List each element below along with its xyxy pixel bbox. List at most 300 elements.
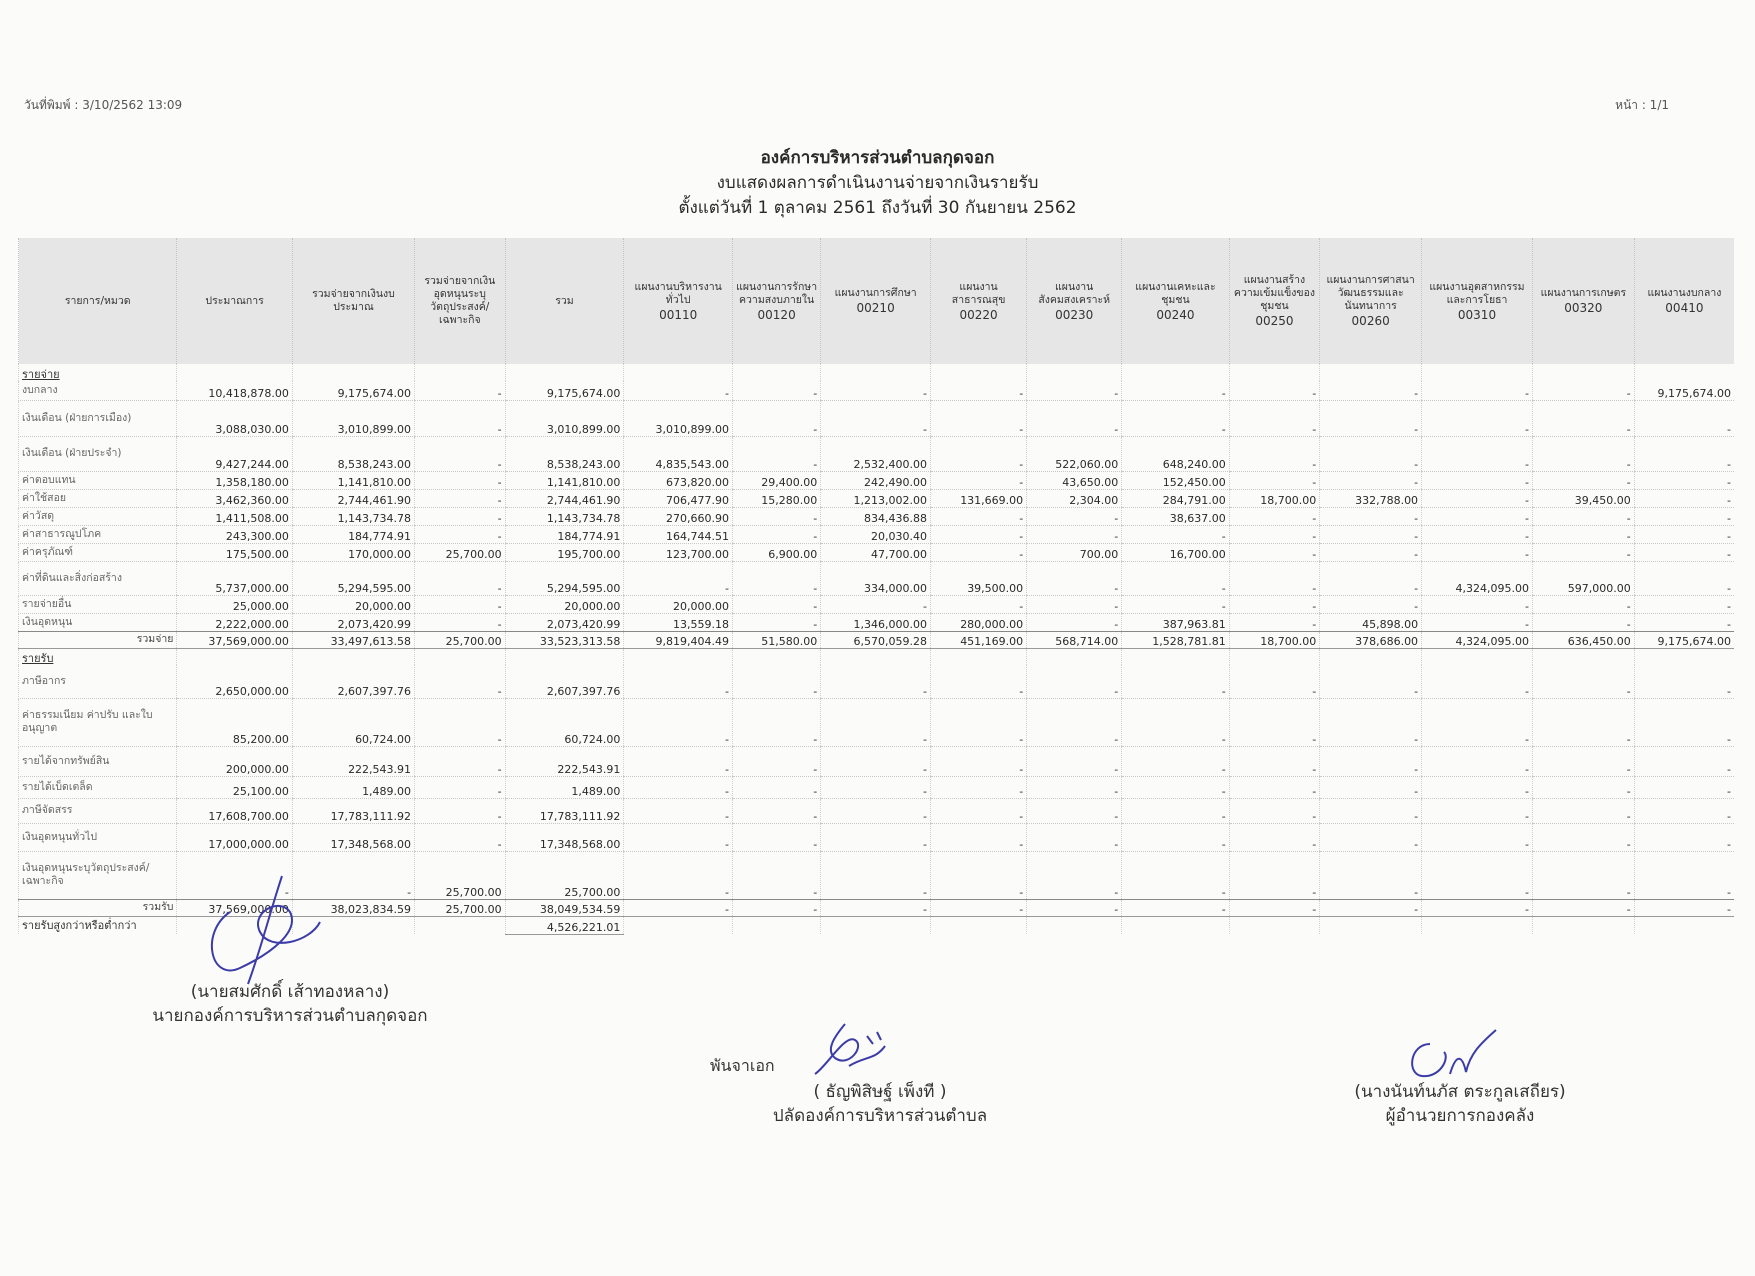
total-value-cell: 9,175,674.00 <box>1634 631 1734 648</box>
column-header-label: แผนงานบริหารงานทั่วไป <box>634 280 722 306</box>
total-value-cell: - <box>733 899 821 916</box>
value-cell: - <box>415 776 506 798</box>
value-cell: - <box>1532 436 1634 471</box>
row-label: ภาษีจัดสรร <box>19 798 177 823</box>
value-cell: - <box>1027 561 1122 595</box>
table-row <box>19 381 1735 400</box>
value-cell: - <box>1634 776 1734 798</box>
value-cell: - <box>1634 798 1734 823</box>
value-cell: 1,358,180.00 <box>177 471 292 489</box>
value-cell: - <box>931 698 1027 746</box>
empty-cell <box>624 648 733 665</box>
signatory-name: ( ธัญพิสิษฐ์ เพ็งที ) <box>813 1082 947 1102</box>
value-cell: 20,000.00 <box>505 595 624 613</box>
value-cell: - <box>1122 525 1230 543</box>
row-label: ค่าที่ดินและสิ่งก่อสร้าง <box>19 561 177 595</box>
value-cell: 3,088,030.00 <box>177 400 292 436</box>
value-cell: 5,294,595.00 <box>505 561 624 595</box>
value-cell: - <box>733 595 821 613</box>
value-cell: - <box>1422 851 1533 899</box>
empty-cell <box>733 364 821 381</box>
value-cell: - <box>1027 595 1122 613</box>
value-cell: 17,348,568.00 <box>292 823 414 851</box>
value-cell: - <box>624 776 733 798</box>
value-cell: - <box>733 746 821 776</box>
value-cell: - <box>733 507 821 525</box>
column-header-code: 00120 <box>757 307 796 322</box>
value-cell: - <box>1634 665 1734 698</box>
value-cell: 175,500.00 <box>177 543 292 561</box>
empty-cell <box>505 364 624 381</box>
value-cell: - <box>1122 665 1230 698</box>
value-cell: 673,820.00 <box>624 471 733 489</box>
table-row <box>19 746 1735 776</box>
column-header <box>1532 238 1634 364</box>
value-cell: - <box>1634 613 1734 631</box>
value-cell: - <box>733 851 821 899</box>
value-cell: - <box>1229 698 1320 746</box>
row-label: ค่าตอบแทน <box>19 471 177 489</box>
value-cell: - <box>821 381 931 400</box>
value-cell: 85,200.00 <box>177 698 292 746</box>
value-cell: - <box>1122 776 1230 798</box>
empty-cell <box>1320 364 1422 381</box>
expense-section-row <box>19 364 1735 381</box>
total-value-cell: - <box>1027 899 1122 916</box>
total-value-cell: 37,569,000.00 <box>177 631 292 648</box>
value-cell: 2,744,461.90 <box>292 489 414 507</box>
value-cell: 834,436.88 <box>821 507 931 525</box>
value-cell: - <box>931 798 1027 823</box>
total-value-cell: - <box>624 899 733 916</box>
value-cell: - <box>1027 665 1122 698</box>
column-header-label: รายการ/หมวด <box>64 294 131 307</box>
value-cell: - <box>1532 525 1634 543</box>
value-cell: - <box>821 746 931 776</box>
value-cell: - <box>415 471 506 489</box>
value-cell: - <box>1422 525 1533 543</box>
value-cell: - <box>821 798 931 823</box>
value-cell: - <box>931 436 1027 471</box>
table-row <box>19 798 1735 823</box>
value-cell: - <box>1422 471 1533 489</box>
empty-cell <box>1122 916 1230 934</box>
row-label: ค่าใช้สอย <box>19 489 177 507</box>
value-cell: - <box>624 665 733 698</box>
value-cell: 39,500.00 <box>931 561 1027 595</box>
value-cell: 522,060.00 <box>1027 436 1122 471</box>
value-cell: 29,400.00 <box>733 471 821 489</box>
value-cell: - <box>1122 746 1230 776</box>
empty-cell <box>415 364 506 381</box>
column-header-code: 00260 <box>1351 314 1390 328</box>
value-cell: - <box>1532 400 1634 436</box>
value-cell: - <box>1634 746 1734 776</box>
value-cell: - <box>733 776 821 798</box>
total-value-cell: - <box>931 899 1027 916</box>
table-body <box>19 364 1735 934</box>
value-cell: - <box>177 851 292 899</box>
value-cell: - <box>931 507 1027 525</box>
total-value-cell: 451,169.00 <box>931 631 1027 648</box>
empty-cell <box>1422 648 1533 665</box>
value-cell: 10,418,878.00 <box>177 381 292 400</box>
row-label: ค่าครุภัณฑ์ <box>19 543 177 561</box>
empty-cell <box>1532 648 1634 665</box>
value-cell: 2,304.00 <box>1027 489 1122 507</box>
report-period: ตั้งแต่วันที่ 1 ตุลาคม 2561 ถึงวันที่ 30 กันยายน 2562 <box>678 198 1077 218</box>
total-value-cell: - <box>1320 899 1422 916</box>
table-row <box>19 561 1735 595</box>
value-cell: - <box>1634 561 1734 595</box>
value-cell: 43,650.00 <box>1027 471 1122 489</box>
empty-cell <box>821 364 931 381</box>
value-cell: - <box>733 798 821 823</box>
signature-finance-director <box>1290 1080 1630 1128</box>
column-header-label: แผนงานเคหะและชุมชน <box>1135 280 1216 306</box>
column-header <box>733 238 821 364</box>
surplus-label: รายรับสูงกว่าหรือต่ำกว่า <box>19 916 177 934</box>
value-cell: 1,489.00 <box>505 776 624 798</box>
value-cell: - <box>1320 698 1422 746</box>
value-cell: - <box>733 525 821 543</box>
total-value-cell: 38,023,834.59 <box>292 899 414 916</box>
value-cell: - <box>292 851 414 899</box>
value-cell: - <box>1532 851 1634 899</box>
value-cell: - <box>1027 823 1122 851</box>
empty-cell <box>821 916 931 934</box>
value-cell: - <box>821 698 931 746</box>
total-value-cell: 25,700.00 <box>415 899 506 916</box>
empty-cell <box>1532 364 1634 381</box>
value-cell: - <box>733 436 821 471</box>
row-label: รายได้จากทรัพย์สิน <box>19 746 177 776</box>
value-cell: 3,462,360.00 <box>177 489 292 507</box>
value-cell: - <box>1320 776 1422 798</box>
value-cell: 243,300.00 <box>177 525 292 543</box>
value-cell: - <box>415 798 506 823</box>
value-cell: - <box>931 851 1027 899</box>
value-cell: 2,607,397.76 <box>505 665 624 698</box>
value-cell: 39,450.00 <box>1532 489 1634 507</box>
value-cell: - <box>415 507 506 525</box>
column-header <box>292 238 414 364</box>
value-cell: 25,000.00 <box>177 595 292 613</box>
empty-cell <box>415 648 506 665</box>
surplus-value: 4,526,221.01 <box>505 916 624 934</box>
value-cell: 4,835,543.00 <box>624 436 733 471</box>
value-cell: - <box>1532 798 1634 823</box>
value-cell: - <box>1532 613 1634 631</box>
value-cell: - <box>1422 698 1533 746</box>
column-header-label: แผนงานสร้างความเข้มแข็งของชุมชน <box>1233 274 1316 312</box>
value-cell: - <box>1422 746 1533 776</box>
column-header-code: 00220 <box>959 307 998 322</box>
value-cell: - <box>733 613 821 631</box>
value-cell: - <box>1320 798 1422 823</box>
empty-cell <box>733 916 821 934</box>
empty-cell <box>1229 364 1320 381</box>
value-cell: - <box>733 698 821 746</box>
value-cell: - <box>1027 851 1122 899</box>
empty-cell <box>292 648 414 665</box>
value-cell: - <box>1634 543 1734 561</box>
value-cell: - <box>1320 665 1422 698</box>
value-cell: - <box>415 665 506 698</box>
row-label: ค่าสาธารณูปโภค <box>19 525 177 543</box>
empty-cell <box>177 364 292 381</box>
value-cell: - <box>931 543 1027 561</box>
value-cell: - <box>1027 400 1122 436</box>
value-cell: - <box>821 776 931 798</box>
table-row <box>19 471 1735 489</box>
value-cell: - <box>415 698 506 746</box>
value-cell: - <box>1320 381 1422 400</box>
value-cell: 9,175,674.00 <box>505 381 624 400</box>
empty-cell <box>1229 648 1320 665</box>
value-cell: - <box>931 776 1027 798</box>
expense-total-row <box>19 631 1735 648</box>
value-cell: 1,141,810.00 <box>505 471 624 489</box>
value-cell: - <box>1634 851 1734 899</box>
empty-cell <box>1422 364 1533 381</box>
value-cell: - <box>1320 543 1422 561</box>
column-header-label: แผนงานการรักษาความสงบภายใน <box>736 280 818 306</box>
value-cell: - <box>415 823 506 851</box>
signatory-name: (นางนันท์นภัส ตระกูลเสถียร) <box>1354 1082 1566 1102</box>
value-cell: 2,650,000.00 <box>177 665 292 698</box>
empty-cell <box>292 364 414 381</box>
column-header <box>505 238 624 364</box>
value-cell: - <box>1229 851 1320 899</box>
signature-clerk <box>710 1056 1040 1128</box>
total-value-cell: - <box>1532 899 1634 916</box>
table-row <box>19 543 1735 561</box>
value-cell: 25,100.00 <box>177 776 292 798</box>
column-header-label: ประมาณการ <box>205 294 264 307</box>
value-cell: - <box>1229 381 1320 400</box>
value-cell: - <box>821 823 931 851</box>
table-row <box>19 489 1735 507</box>
table-row <box>19 823 1735 851</box>
value-cell: 270,660.90 <box>624 507 733 525</box>
value-cell: 280,000.00 <box>931 613 1027 631</box>
value-cell: - <box>821 851 931 899</box>
empty-cell <box>415 916 506 934</box>
column-header-label: แผนงานงบกลาง <box>1647 287 1722 299</box>
value-cell: - <box>1320 507 1422 525</box>
empty-cell <box>177 648 292 665</box>
value-cell: - <box>733 400 821 436</box>
value-cell: 3,010,899.00 <box>624 400 733 436</box>
value-cell: - <box>931 595 1027 613</box>
value-cell: - <box>1320 525 1422 543</box>
value-cell: - <box>415 489 506 507</box>
value-cell: - <box>624 381 733 400</box>
value-cell: - <box>1634 507 1734 525</box>
table-row <box>19 507 1735 525</box>
empty-cell <box>931 648 1027 665</box>
empty-cell <box>1122 364 1230 381</box>
value-cell: - <box>1422 798 1533 823</box>
org-title: องค์การบริหารส่วนตำบลกุดจอก <box>760 148 995 168</box>
value-cell: 9,427,244.00 <box>177 436 292 471</box>
report-table <box>18 238 1734 935</box>
value-cell: - <box>1532 595 1634 613</box>
page-number: หน้า : 1/1 <box>1615 98 1669 112</box>
value-cell: 4,324,095.00 <box>1422 561 1533 595</box>
value-cell: - <box>1229 595 1320 613</box>
column-header <box>1320 238 1422 364</box>
empty-cell <box>1027 916 1122 934</box>
row-label: เงินอุดหนุนระบุวัตถุประสงค์/เฉพาะกิจ <box>19 851 177 899</box>
column-header-label: แผนงานการศาสนาวัฒนธรรมและนันทนาการ <box>1326 274 1415 312</box>
value-cell: - <box>415 561 506 595</box>
value-cell: 334,000.00 <box>821 561 931 595</box>
value-cell: - <box>1422 665 1533 698</box>
total-value-cell: - <box>1634 899 1734 916</box>
value-cell: 17,783,111.92 <box>505 798 624 823</box>
value-cell: - <box>415 613 506 631</box>
value-cell: - <box>1229 665 1320 698</box>
value-cell: 9,175,674.00 <box>292 381 414 400</box>
total-value-cell: - <box>1122 899 1230 916</box>
value-cell: 17,783,111.92 <box>292 798 414 823</box>
column-header-label: แผนงานสาธารณสุข <box>951 280 1006 306</box>
value-cell: - <box>821 595 931 613</box>
value-cell: 16,700.00 <box>1122 543 1230 561</box>
value-cell: 706,477.90 <box>624 489 733 507</box>
row-label: เงินเดือน (ฝ่ายการเมือง) <box>19 400 177 436</box>
value-cell: - <box>624 798 733 823</box>
value-cell: - <box>1320 595 1422 613</box>
value-cell: 152,450.00 <box>1122 471 1230 489</box>
value-cell: 184,774.91 <box>505 525 624 543</box>
value-cell: 648,240.00 <box>1122 436 1230 471</box>
value-cell: - <box>1229 436 1320 471</box>
value-cell: 184,774.91 <box>292 525 414 543</box>
value-cell: - <box>1229 561 1320 595</box>
value-cell: - <box>1122 561 1230 595</box>
value-cell: - <box>931 665 1027 698</box>
value-cell: - <box>1122 851 1230 899</box>
column-header <box>624 238 733 364</box>
value-cell: 3,010,899.00 <box>505 400 624 436</box>
column-header-code: 00230 <box>1055 307 1094 322</box>
value-cell: - <box>1229 823 1320 851</box>
value-cell: - <box>624 561 733 595</box>
value-cell: - <box>1122 381 1230 400</box>
value-cell: 1,213,002.00 <box>821 489 931 507</box>
value-cell: 38,637.00 <box>1122 507 1230 525</box>
value-cell: 6,900.00 <box>733 543 821 561</box>
value-cell: 332,788.00 <box>1320 489 1422 507</box>
value-cell: 20,000.00 <box>624 595 733 613</box>
value-cell: - <box>1122 698 1230 746</box>
column-header-label: รวม <box>555 294 574 307</box>
column-header-code: 00110 <box>659 307 698 322</box>
value-cell: 387,963.81 <box>1122 613 1230 631</box>
empty-cell <box>1532 916 1634 934</box>
value-cell: - <box>1634 823 1734 851</box>
value-cell: - <box>1320 746 1422 776</box>
value-cell: 13,559.18 <box>624 613 733 631</box>
value-cell: - <box>1422 543 1533 561</box>
value-cell: - <box>733 665 821 698</box>
value-cell: - <box>415 746 506 776</box>
column-header-code: 00250 <box>1255 314 1294 328</box>
section-label: รายรับ <box>19 648 177 665</box>
column-header-label: แผนงานสังคมสงเคราะห์ <box>1038 280 1111 306</box>
value-cell: - <box>1122 400 1230 436</box>
value-cell: - <box>624 746 733 776</box>
value-cell: - <box>931 381 1027 400</box>
table-row <box>19 698 1735 746</box>
total-value-cell: 9,819,404.49 <box>624 631 733 648</box>
value-cell: - <box>1634 525 1734 543</box>
value-cell: - <box>1634 698 1734 746</box>
empty-cell <box>1422 916 1533 934</box>
value-cell: - <box>1229 525 1320 543</box>
value-cell: - <box>1122 595 1230 613</box>
value-cell: - <box>415 436 506 471</box>
column-header <box>931 238 1027 364</box>
value-cell: 17,348,568.00 <box>505 823 624 851</box>
row-label: ภาษีอากร <box>19 665 177 698</box>
row-label: รายจ่ายอื่น <box>19 595 177 613</box>
value-cell: - <box>624 698 733 746</box>
value-cell: - <box>1027 525 1122 543</box>
empty-cell <box>624 364 733 381</box>
value-cell: - <box>931 400 1027 436</box>
total-value-cell: 33,497,613.58 <box>292 631 414 648</box>
value-cell: 123,700.00 <box>624 543 733 561</box>
table-row <box>19 595 1735 613</box>
row-label: งบกลาง <box>19 381 177 400</box>
value-cell: 1,346,000.00 <box>821 613 931 631</box>
row-label: ค่าวัสดุ <box>19 507 177 525</box>
value-cell: - <box>415 525 506 543</box>
value-cell: - <box>1532 746 1634 776</box>
column-header <box>821 238 931 364</box>
value-cell: - <box>1229 400 1320 436</box>
signatory-position: ผู้อำนวยการกองคลัง <box>1385 1106 1535 1126</box>
value-cell: - <box>733 561 821 595</box>
value-cell: 25,700.00 <box>505 851 624 899</box>
value-cell: 60,724.00 <box>505 698 624 746</box>
value-cell: - <box>1422 507 1533 525</box>
value-cell: - <box>821 665 931 698</box>
value-cell: - <box>1422 400 1533 436</box>
value-cell: - <box>1634 489 1734 507</box>
value-cell: - <box>1532 698 1634 746</box>
value-cell: - <box>415 381 506 400</box>
empty-cell <box>1229 916 1320 934</box>
value-cell: - <box>1122 823 1230 851</box>
empty-cell <box>1634 916 1734 934</box>
value-cell: - <box>1320 823 1422 851</box>
column-header-code: 00240 <box>1156 307 1195 322</box>
value-cell: - <box>1422 613 1533 631</box>
value-cell: - <box>1027 381 1122 400</box>
row-label: เงินอุดหนุนทั่วไป <box>19 823 177 851</box>
value-cell: 2,607,397.76 <box>292 665 414 698</box>
column-header <box>1122 238 1230 364</box>
value-cell: - <box>1422 436 1533 471</box>
column-header <box>1027 238 1122 364</box>
column-header-code: 00310 <box>1457 307 1497 322</box>
total-value-cell: 37,569,000.00 <box>177 899 292 916</box>
